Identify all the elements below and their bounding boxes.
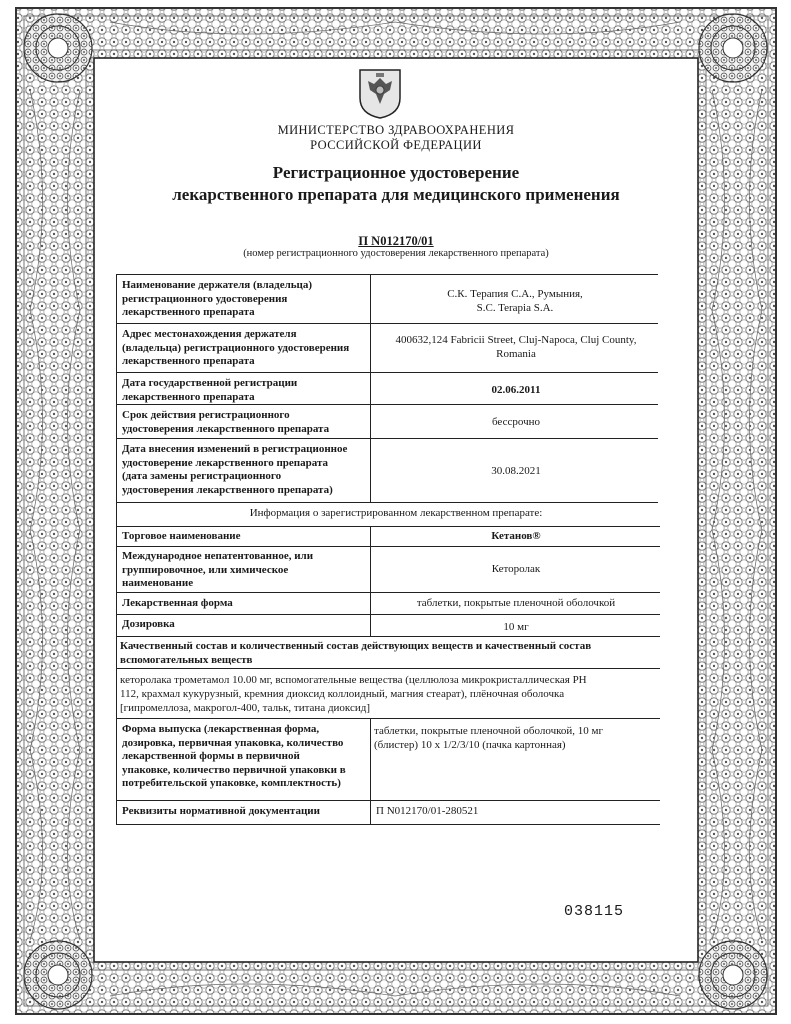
table-rule xyxy=(116,438,658,439)
dosage-label: Дозировка xyxy=(122,618,175,630)
table-rule xyxy=(116,546,660,547)
table-rule xyxy=(116,526,660,527)
validity-label: Срок действия регистрационного удостоверения лекарственного препарата xyxy=(122,409,330,435)
changes-date-label: Дата внесения изменений в регистрационное удостоверение лекарственного препарата (дата замены регистрационного удостоверения лекарственного препарата) xyxy=(122,443,348,496)
table-rule xyxy=(116,800,660,801)
table-rule xyxy=(116,668,660,669)
product-info-heading: Информация о зарегистрированном лекарственном препарате: xyxy=(249,507,543,519)
inn-label: Международное непатентованное, или группировочное, или химическое наименование xyxy=(122,550,314,589)
form-serial-number: 038115 xyxy=(564,903,625,920)
release-form-label: Форма выпуска (лекарственная форма, дозировка, первичная упаковка, количество лекарственной формы в первичной упаковке, количество первичной упаковки в потребительской упаковке, комплектность) xyxy=(122,723,346,789)
table-rule xyxy=(116,718,660,719)
composition-value: кеторолака трометамол 10.00 мг, вспомогательные вещества (целлюлоза микрокристаллическая РН 112, крахмал кукурузный, кремния диоксид коллоидный, магния стеарат), плёночная оболочка [гипромеллоза, макрогол-400, тальк, титана диоксид] xyxy=(120,674,587,714)
ministry-name-line2: РОССИЙСКОЙ ФЕДЕРАЦИИ xyxy=(310,138,482,152)
dosage-value: 10 мг xyxy=(503,621,529,633)
table-rule xyxy=(116,502,658,503)
table-rule xyxy=(116,274,658,275)
dosage-form-value: таблетки, покрытые пленочной оболочкой xyxy=(416,597,616,609)
normative-doc-value: П N012170/01-280521 xyxy=(376,805,479,817)
validity-value: бессрочно xyxy=(491,416,540,428)
composition-label: Качественный состав и количественный состав действующих веществ и качественный состав вспомогательных веществ xyxy=(120,640,592,666)
ministry-name-line1: МИНИСТЕРСТВО ЗДРАВООХРАНЕНИЯ xyxy=(277,123,515,137)
registration-number: П N012170/01 xyxy=(358,234,434,248)
table-rule xyxy=(116,404,658,405)
dosage-form-label: Лекарственная форма xyxy=(122,597,233,609)
table-rule xyxy=(116,592,660,593)
normative-doc-label: Реквизиты нормативной документации xyxy=(122,805,320,817)
table-rule xyxy=(116,636,660,637)
document-title-line2: лекарственного препарата для медицинского применения xyxy=(172,185,620,204)
table-rule xyxy=(116,614,660,615)
registration-number-caption: (номер регистрационного удостоверения лекарственного препарата) xyxy=(243,248,549,259)
table-rule xyxy=(370,526,371,636)
trade-name-value: Кетанов® xyxy=(491,530,541,542)
holder-label: Наименование держателя (владельца) регистрационного удостоверения лекарственного препарата xyxy=(122,279,313,318)
table-rule xyxy=(116,824,660,825)
registration-date-label: Дата государственной регистрации лекарственного препарата xyxy=(122,377,298,403)
table-rule xyxy=(370,718,371,824)
table-rule xyxy=(116,274,117,824)
document-title-line1: Регистрационное удостоверение xyxy=(272,163,520,182)
inn-value: Кеторолак xyxy=(491,563,541,575)
address-value: 400632,124 Fabricii Street, Cluj-Napoca, Cluj County, Romania xyxy=(395,334,637,360)
address-label: Адрес местонахождения держателя (владельца) регистрационного удостоверения лекарственного препарата xyxy=(122,328,350,367)
registration-date-value: 02.06.2011 xyxy=(491,384,541,396)
trade-name-label: Торговое наименование xyxy=(122,530,241,542)
holder-value: С.К. Терапия С.А., Румыния, S.C. Terapia S.A. xyxy=(447,288,583,314)
release-form-value: таблетки, покрытые пленочной оболочкой, 10 мг (блистер) 10 х 1/2/3/10 (пачка картонная) xyxy=(374,725,604,751)
changes-date-value: 30.08.2021 xyxy=(491,465,541,477)
coat-of-arms-emblem xyxy=(356,68,404,120)
table-rule xyxy=(116,372,658,373)
table-rule xyxy=(116,323,658,324)
